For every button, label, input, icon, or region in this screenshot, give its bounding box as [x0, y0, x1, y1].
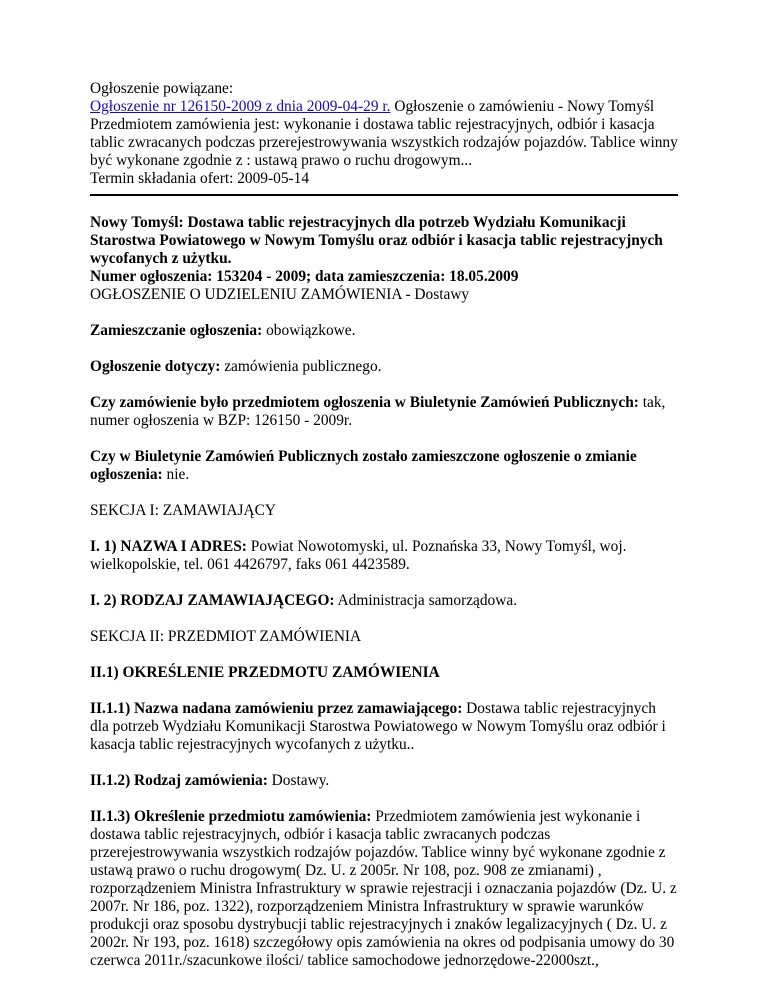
- field-concerns: Ogłoszenie dotyczy: zamówienia publicznego.: [90, 358, 382, 375]
- notice-title: Nowy Tomyśl: Dostawa tablic rejestracyjnych dla potrzeb Wydziału Komunikacji Starostwa Powiatowego w Nowym Tomyślu oraz odbiór i kasacja tablic rejestracyjnych wycofanych z użytku.: [90, 214, 663, 267]
- related-notice-type: Ogłoszenie o zamówieniu - Nowy Tomyśl: [390, 98, 655, 115]
- section2-subtitle: II.1) OKREŚLENIE PRZEDMOTU ZAMÓWIENIA: [90, 664, 440, 681]
- field-bzp: Czy zamówienie było przedmiotem ogłoszenia w Biuletynie Zamówień Publicznych: tak, numer ogłoszenia w BZP: 126150 - 2009r.: [90, 394, 666, 429]
- spacer: [90, 196, 678, 214]
- section1-kind: I. 2) RODZAJ ZAMAWIAJĄCEGO: Administracja samorządowa.: [90, 592, 518, 609]
- section2-kind: II.1.2) Rodzaj zamówienia: Dostawy.: [90, 772, 330, 789]
- section1-name: I. 1) NAZWA I ADRES: Powiat Nowotomyski, ul. Poznańska 33, Nowy Tomyśl, woj. wielkopolskie, tel. 061 4426797, faks 061 4423589.: [90, 538, 627, 573]
- related-notice-link[interactable]: Ogłoszenie nr 126150-2009 z dnia 2009-04-29 r.: [90, 98, 391, 115]
- section2-name: II.1.1) Nazwa nadana zamówieniu przez zamawiającego: Dostawa tablic rejestracyjnych dla potrzeb Wydziału Komunikacji Starostwa Powiatowego w Nowym Tomyślu oraz odbiór i kasacja tablic rejestracyjnych wycofanych z użytku..: [90, 700, 666, 753]
- related-heading: Ogłoszenie powiązane:: [90, 80, 234, 97]
- field-change: Czy w Biuletynie Zamówień Publicznych zostało zamieszczone ogłoszenie o zmianie ogłoszenia: nie.: [90, 448, 637, 483]
- section2-description: II.1.3) Określenie przedmiotu zamówienia: Przedmiotem zamówienia jest wykonanie i dostawa tablic rejestracyjnych, odbiór i kasacja tablic zwracanych podczas przerejestrowywania wszystkich rodzajów pojazdów. Tablice winny być wykonane zgodnie z ustawą prawo o ruchu drogowym( Dz. U. z 2005r. Nr 108, poz. 908 ze zmianami) , rozporządzeniem Ministra Infrastruktury w sprawie rejestracji i oznaczania pojazdów (Dz. U. z 2007r. Nr 186, poz. 1322), rozporządzeniem Ministra Infrastruktury w sprawie warunków produkcji oraz sposobu dystrybucji tablic rejestracyjnych i znaków legalizacyjnych ( Dz. U. z 2002r. Nr 193, poz. 1618) szczegółowy opis zamówienia na okres od podpisania umowy do 30 czerwca 2011r./szacunkowe ilości/ tablice samochodowe jednorzędowe-22000szt.,: [90, 808, 677, 969]
- related-deadline: Termin składania ofert: 2009-05-14: [90, 170, 310, 187]
- field-placement: Zamieszczanie ogłoszenia: obowiązkowe.: [90, 322, 356, 339]
- notice-type: OGŁOSZENIE O UDZIELENIU ZAMÓWIENIA - Dostawy: [90, 286, 470, 303]
- section2-title: SEKCJA II: PRZEDMIOT ZAMÓWIENIA: [90, 628, 362, 645]
- related-description: Przedmiotem zamówienia jest: wykonanie i dostawa tablic rejestracyjnych, odbiór i kasacja tablic zwracanych podczas przerejestrowywania wszystkich rodzajów pojazdów. Tablice winny być wykonane zgodnie z : ustawą prawo o ruchu drogowym...: [90, 116, 678, 169]
- section1-title: SEKCJA I: ZAMAWIAJĄCY: [90, 502, 277, 519]
- related-notice: [90, 98, 678, 116]
- notice-number: Numer ogłoszenia: 153204 - 2009; data zamieszczenia: 18.05.2009: [90, 268, 519, 285]
